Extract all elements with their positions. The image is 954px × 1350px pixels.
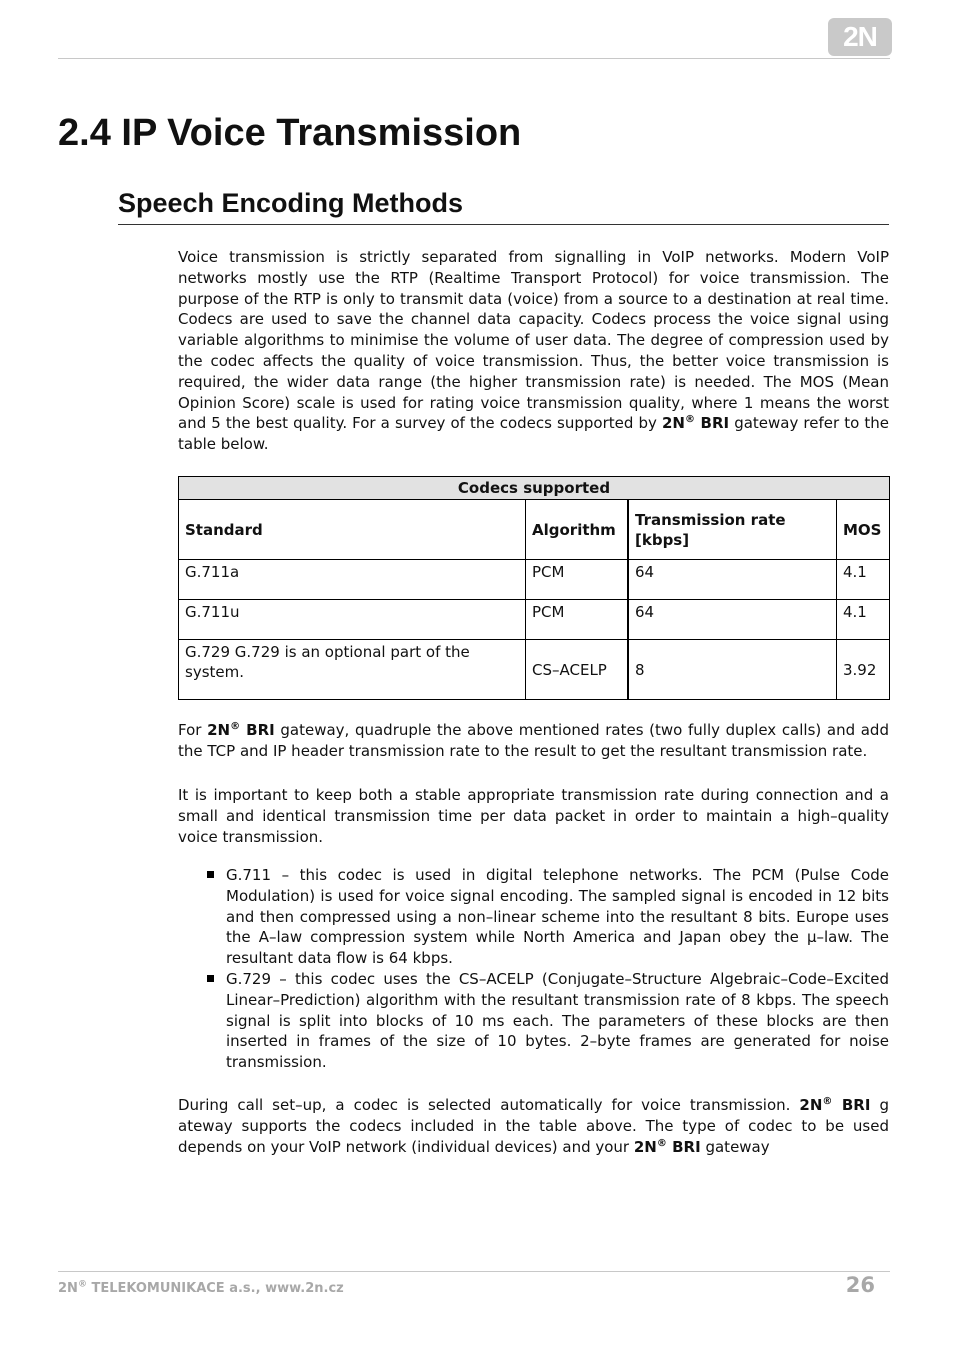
bullet-square-icon <box>207 975 214 982</box>
logo-text: 2N <box>843 21 877 52</box>
table-row <box>179 600 890 640</box>
company-logo <box>828 18 892 56</box>
table-cell: 64 <box>628 600 837 640</box>
column-header-algorithm: Algorithm <box>526 500 629 560</box>
table-cell: PCM <box>526 600 629 640</box>
footer-company: 2N® TELEKOMUNIKACE a.s., www.2n.cz <box>58 1279 344 1296</box>
column-header-standard: Standard <box>179 500 526 560</box>
table-caption: Codecs supported <box>179 477 890 500</box>
section-heading: Speech Encoding Methods <box>118 188 889 225</box>
table-cell: G.711a <box>179 560 526 600</box>
table-cell: PCM <box>526 560 629 600</box>
table-row <box>179 640 890 700</box>
brand-name: 2N® BRI <box>207 721 275 739</box>
column-header-transmission-rate: Transmission rate [kbps] <box>628 500 837 560</box>
page-number: 26 <box>845 1273 875 1297</box>
call-setup-paragraph: During call set–up, a codec is selected automatically for voice transmission. 2N® BRI g ateway supports the codecs included in the table above. The type of codec to be used depends on your VoIP network (individual devices) and your 2N® BRI gateway <box>178 1096 889 1156</box>
table-row <box>179 560 890 600</box>
header-divider <box>58 58 890 59</box>
codec-bullet-list <box>178 865 889 1073</box>
list-item: G.729 – this codec uses the CS–ACELP (Conjugate–Structure Algebraic–Code–Excited Linear–Prediction) algorithm with the resultant transmission rate of 8 kbps. The speech signal is split into blocks of 10 ms each. The parameters of these blocks are then inserted in frames of the size of 10 bytes. 2–byte frames are generated for noise transmission. <box>178 969 889 1073</box>
brand-name: 2N® BRI <box>633 1137 701 1156</box>
rate-paragraph: For 2N® BRI gateway, quadruple the above mentioned rates (two fully duplex calls) and add the TCP and IP header transmission rate to the result to get the resultant transmission rate. <box>178 721 889 760</box>
page-title: 2.4 IP Voice Transmission <box>58 112 522 154</box>
table-cell: 64 <box>628 560 837 600</box>
stability-paragraph: It is important to keep both a stable appropriate transmission rate during connection and a small and identical transmission time per data packet in order to maintain a high–quality voice transmission. <box>178 786 889 846</box>
table-cell: 3.92 <box>837 640 890 700</box>
table-cell: G.729 G.729 is an optional part of the system. <box>179 640 526 700</box>
brand-name: 2N® BRI <box>799 1096 871 1114</box>
intro-text: Voice transmission is strictly separated from signalling in VoIP networks. Modern VoIP networks mostly use the RTP (Realtime Transport Protocol) for voice transmission. The purpose of the RTP is only to transmit data (voice) from a source to a destination at real time. Codecs are used to save the channel data capacity. Codecs process the voice signal using variable algorithms to minimise the volume of user data. The degree of compression used by the codec affects the quality of voice transmission. Thus, the better voice transmission is required, the wider data range (the higher transmission rate) is needed. The MOS (Mean Opinion Score) scale is used for rating voice transmission quality, where 1 means the worst and 5 the best quality. For a survey of the codecs supported by <box>178 248 889 433</box>
footer-divider <box>58 1271 890 1272</box>
table-cell: 8 <box>628 640 837 700</box>
table-cell: G.711u <box>179 600 526 640</box>
brand-name: 2N® BRI <box>661 414 730 433</box>
table-cell: CS–ACELP <box>526 640 629 700</box>
intro-paragraph <box>178 247 889 455</box>
bullet-square-icon <box>207 871 214 878</box>
table-cell: 4.1 <box>837 600 890 640</box>
column-header-mos: MOS <box>837 500 890 560</box>
codecs-table <box>178 476 890 700</box>
intro-tail: gateway refer to the table below. <box>178 414 890 454</box>
list-item: G.711 – this codec is used in digital telephone networks. The PCM (Pulse Code Modulation) is used for voice signal encoding. The sampled signal is encoded in 12 bits and then compressed using a non–linear scheme into the resultant 8 bits. Europe uses the A–law compression system while North America and Japan obey the μ–law. The resultant data flow is 64 kbps. <box>178 865 889 969</box>
table-cell: 4.1 <box>837 560 890 600</box>
